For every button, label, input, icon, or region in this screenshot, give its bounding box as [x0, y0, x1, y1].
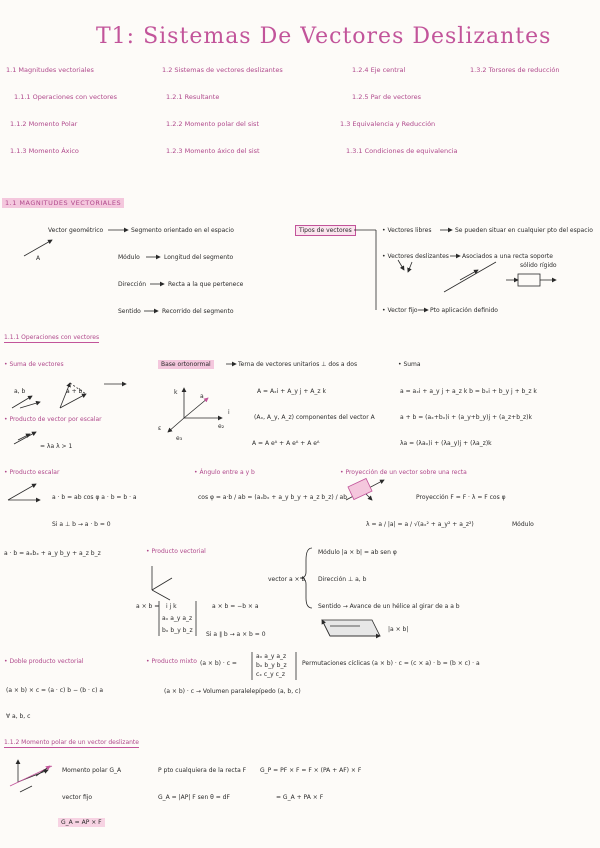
toc-item[interactable]: 1.2.4 Eje central — [352, 66, 406, 74]
svg-text:i: i — [228, 409, 230, 416]
page-title: T1: Sistemas De Vectores Deslizantes — [96, 24, 552, 49]
svg-text:a: a — [200, 393, 204, 400]
anticonmutativa-eq: a × b = −b × a — [212, 603, 259, 610]
GA-eq2: = G_A + PA × F — [276, 794, 324, 801]
producto-mixto-label: • Producto mixto — [146, 658, 197, 665]
svg-text:e₃: e₃ — [176, 435, 183, 442]
escalar-eq: = λa λ > 1 — [40, 443, 73, 450]
modulo-label: Módulo — [118, 254, 140, 261]
subsection-heading: 1.1.2 Momento polar de un vector deslizante — [4, 739, 139, 746]
mixto-row: bₓ b_y b_z — [256, 662, 287, 669]
vector-fijo-note: vector fijo — [62, 794, 93, 801]
toc-item[interactable]: 1.1.2 Momento Polar — [10, 120, 78, 128]
suma-vectores-label: • Suma de vectores — [4, 361, 64, 368]
suma-vecs: a, b — [14, 388, 26, 395]
vectores-deslizantes-label: • Vectores deslizantes — [382, 253, 449, 260]
direccion-def: Recta a la que pertenece — [168, 281, 244, 288]
vector-geometrico-def: Segmento orientado en el espacio — [131, 227, 234, 234]
vectorial-sentido: Sentido → Avance de un hélice al girar de a a b — [318, 603, 460, 610]
GP-eq: G_P = PF × F = F × (PA + AF) × F — [260, 767, 362, 774]
vector-components-eq: A = Aₓi + A_y j + A_z k — [257, 388, 326, 395]
vectores-libres-label: • Vectores libres — [382, 227, 432, 234]
producto-escalar-eq: a · b = ab cos φ a · b = b · a — [52, 494, 137, 501]
support-line — [444, 262, 496, 292]
toc-item[interactable]: 1.3.2 Torsores de reducción — [470, 66, 560, 74]
toc-item[interactable]: 1.1.1 Operaciones con vectores — [14, 93, 118, 101]
para-todo-label: ∀ a, b, c — [6, 713, 31, 720]
svg-text:ε: ε — [158, 425, 162, 432]
det-row: i j k — [166, 603, 177, 610]
direccion-label: Dirección — [118, 281, 147, 288]
subsection-heading: 1.1.1 Operaciones con vectores — [4, 334, 100, 341]
det-row: bₓ b_y b_z — [162, 627, 193, 634]
doble-producto-eq: (a × b) × c = (a · c) b − (b · c) a — [6, 687, 104, 694]
suma-label: • Suma — [398, 361, 421, 368]
vectorial-label: vector a × b — [268, 576, 306, 583]
toc-item[interactable]: 1.2.2 Momento polar del sist — [166, 120, 259, 128]
angulo-eq: cos φ = a·b / ab = (aₓbₓ + a_y b_y + a_z b_z) / ab — [198, 494, 348, 501]
componentes-label: (Aₓ, A_y, A_z) componentes del vector A — [254, 414, 375, 421]
base-ortonormal-def: Terna de vectores unitarios ⊥ dos a dos — [238, 361, 358, 368]
toc-item[interactable]: 1.2 Sistemas de vectores deslizantes — [162, 66, 283, 74]
P-punto-label: P pto cualquiera de la recta F — [158, 767, 247, 774]
det-row: aₓ a_y a_z — [162, 615, 193, 622]
vectorial-modulo: Módulo |a × b| = ab sen φ — [318, 549, 397, 556]
producto-mixto-eq: (a × b) · c = — [200, 660, 237, 667]
volumen-eq: (a × b) · c → Volumen paralelepípedo (a, b, c) — [164, 688, 301, 695]
GA-modulo-eq: G_A = |AP| F sen θ = dF — [158, 794, 230, 801]
vector-A-arrow — [24, 240, 52, 256]
escalar-label: • Producto de vector por escalar — [4, 416, 102, 423]
i-axis — [168, 418, 184, 432]
tipos-vectores-box: Tipos de vectores — [295, 225, 356, 236]
determinante-label: a × b = — [136, 603, 160, 610]
solido-rigido-label: sólido rígido — [520, 262, 557, 269]
unitario-eq: λ = a / |a| = a / √(aₓ² + a_y² + a_z²) — [366, 521, 474, 528]
toc-item[interactable]: 1.3 Equivalencia y Reducción — [340, 120, 436, 128]
toc-item[interactable]: 1.1 Magnitudes vectoriales — [6, 66, 94, 74]
sliding-vector-arrow — [460, 270, 478, 280]
proyeccion-eq: Proyección F = F · λ = F cos φ — [416, 494, 506, 501]
producto-escalar-label: • Producto escalar — [4, 469, 60, 476]
area-label: |a × b| — [388, 626, 409, 633]
vector-geometrico-label: Vector geométrico — [48, 227, 104, 234]
vector-fijo-def: Pto aplicación definido — [430, 307, 498, 314]
angulo-label: • Ángulo entre a y b — [194, 469, 255, 476]
vectorial-direccion: Dirección ⊥ a, b — [318, 576, 367, 583]
suma-resultado-eq: a + b = (aₓ+bₓ)i + (a_y+b_y)j + (a_z+b_z)k — [400, 414, 532, 421]
mixto-row: cₓ c_y c_z — [256, 671, 286, 678]
modulo-def: Longitud del segmento — [164, 254, 234, 261]
toc-item[interactable]: 1.3.1 Condiciones de equivalencia — [346, 147, 458, 155]
suma-components-eq: a = aₓi + a_y j + a_z k b = bₓi + b_y j + b_z k — [400, 388, 537, 395]
momento-polar-label: Momento polar G_A — [62, 767, 122, 774]
vectores-deslizantes-def: Asociados a una recta soporte — [462, 253, 553, 260]
GA-definicion: G_A = AP × F — [58, 818, 105, 827]
doble-producto-label: • Doble producto vectorial — [4, 658, 84, 665]
permutaciones-eq: Permutaciones cíclicas (a × b) · c = (c × a) · b = (b × c) · a — [302, 660, 480, 667]
producto-componentes-eq: a · b = aₓbₓ + a_y b_y + a_z b_z — [4, 550, 101, 557]
toc-item[interactable]: 1.2.3 Momento áxico del sist — [166, 147, 260, 155]
producto-vectorial-label: • Producto vectorial — [146, 548, 206, 555]
proyeccion-label: • Proyección de un vector sobre una recta — [340, 469, 467, 476]
modulo-note: Módulo — [512, 521, 534, 528]
toc-item[interactable]: 1.2.5 Par de vectores — [352, 93, 422, 101]
si-perpendicular-eq: Si a ⊥ b → a · b = 0 — [52, 521, 111, 528]
mixto-row: aₓ a_y a_z — [256, 653, 287, 660]
parallelogram — [322, 620, 380, 636]
vectores-libres-def: Se pueden situar en cualquier pto del espacio — [455, 227, 593, 234]
sentido-label: Sentido — [118, 308, 141, 315]
lambda-product-eq: λa = (λaₓ)i + (λa_y)j + (λa_z)k — [400, 440, 492, 447]
section-heading: 1.1 MAGNITUDES VECTORIALES — [2, 198, 124, 208]
sentido-def: Recorrido del segmento — [162, 308, 234, 315]
base-ortonormal-box: Base ortonormal — [158, 360, 214, 369]
toc-item[interactable]: 1.2.1 Resultante — [166, 93, 220, 101]
si-paralelo-eq: Si a ∥ b → a × b = 0 — [206, 631, 266, 638]
toc-item[interactable]: 1.1.3 Momento Áxico — [10, 147, 79, 155]
svg-text:k: k — [174, 389, 178, 396]
vector-fijo-label: • Vector fijo — [382, 307, 418, 314]
svg-text:e₂: e₂ — [218, 423, 225, 430]
vector-A-label: A — [36, 255, 41, 262]
suma-res: a + b — [66, 388, 83, 395]
vector-direction-eq: A = A eᴬ + A eᴬ + A eᴬ — [252, 440, 320, 447]
solido-rigido-box — [518, 274, 540, 286]
